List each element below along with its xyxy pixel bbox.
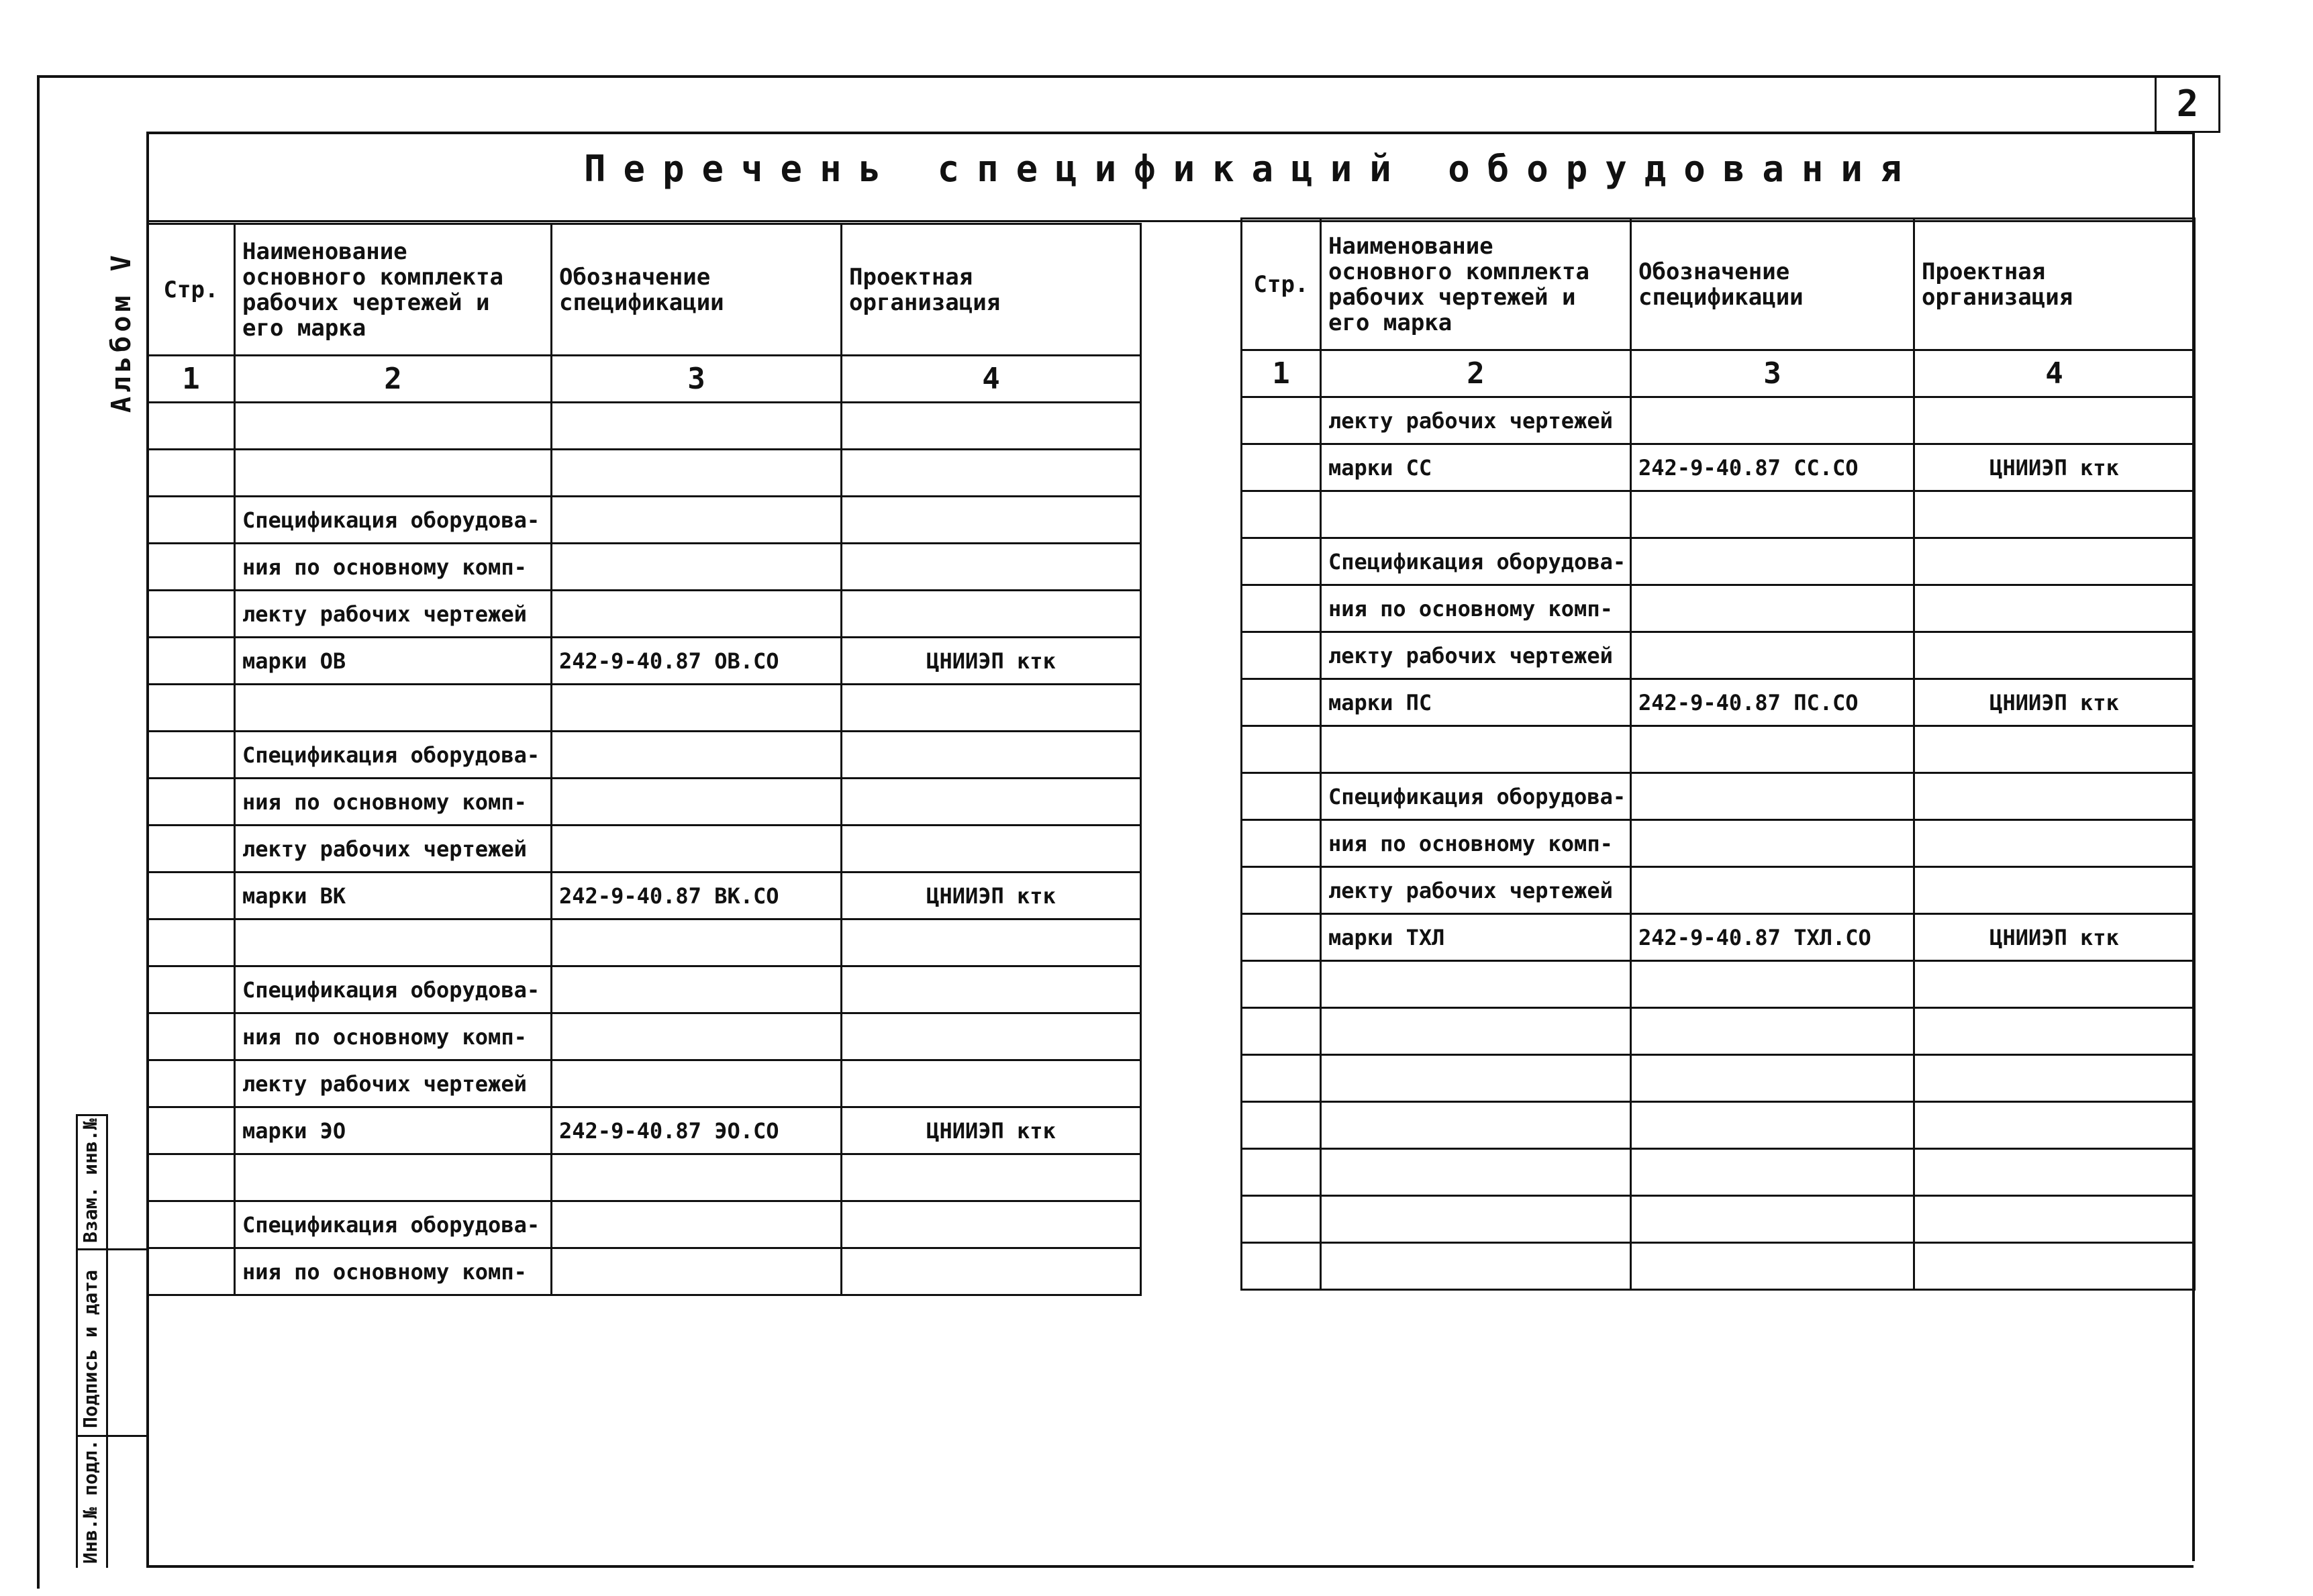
row-name-cell: марки ОВ (235, 638, 552, 685)
album-label: Альбом V (106, 251, 137, 413)
row-designation-cell (552, 1154, 842, 1201)
row-page-cell (1242, 914, 1321, 961)
table-row (1242, 867, 2195, 914)
row-name-cell (1321, 1008, 1631, 1055)
row-organization-cell (842, 1060, 1141, 1107)
row-designation-cell: 242-9-40.87 ПС.СО (1631, 679, 1914, 726)
row-name-cell: лекту рабочих чертежей (1321, 397, 1631, 444)
table-row (1242, 1196, 2195, 1243)
row-designation-cell (552, 685, 842, 732)
stamp-line-right (106, 1114, 108, 1568)
inner-frame-top (146, 132, 2194, 134)
row-organization-cell: ЦНИИЭП ктк (1914, 914, 2195, 961)
row-page-cell (148, 872, 235, 919)
row-name-cell: лекту рабочих чертежей (1321, 632, 1631, 679)
row-name-cell: лекту рабочих чертежей (235, 591, 552, 638)
row-name-cell: Спецификация оборудова- (1321, 773, 1631, 820)
header-row (1242, 219, 2195, 350)
row-name-cell: лекту рабочих чертежей (235, 1060, 552, 1107)
row-page-cell (1242, 538, 1321, 585)
row-designation-cell (1631, 867, 1914, 914)
header-organization: Проектная организация (1914, 219, 2195, 350)
row-page-cell (148, 732, 235, 779)
table-row (1242, 491, 2195, 538)
table-row (148, 1013, 1141, 1060)
header-row (148, 224, 1141, 356)
stamp-sep-1 (76, 1248, 148, 1250)
row-designation-cell (1631, 1055, 1914, 1102)
row-organization-cell (1914, 820, 2195, 867)
header-designation: Обозначение спецификации (552, 224, 842, 356)
row-designation-cell (552, 1060, 842, 1107)
row-organization-cell (1914, 961, 2195, 1008)
row-page-cell (1242, 1243, 1321, 1290)
header-page: Стр. (148, 224, 235, 356)
row-organization-cell (842, 403, 1141, 450)
row-name-cell (1321, 1149, 1631, 1196)
row-page-cell (148, 685, 235, 732)
column-number: 4 (842, 356, 1141, 403)
row-name-cell (235, 403, 552, 450)
column-number: 1 (148, 356, 235, 403)
table-row (148, 685, 1141, 732)
row-designation-cell (1631, 1102, 1914, 1149)
table-row (148, 544, 1141, 591)
row-name-cell: лекту рабочих чертежей (235, 826, 552, 872)
table-row (148, 966, 1141, 1013)
row-designation-cell: 242-9-40.87 ТХЛ.СО (1631, 914, 1914, 961)
row-name-cell: ния по основному комп- (235, 779, 552, 826)
row-name-cell: марки ЭО (235, 1107, 552, 1154)
table-row (148, 497, 1141, 544)
row-designation-cell: 242-9-40.87 ВК.СО (552, 872, 842, 919)
row-designation-cell (1631, 397, 1914, 444)
row-page-cell (148, 1154, 235, 1201)
table-row (1242, 538, 2195, 585)
row-page-cell (1242, 585, 1321, 632)
row-page-cell (148, 591, 235, 638)
column-number-row (148, 356, 1141, 403)
table-row (1242, 632, 2195, 679)
row-designation-cell (1631, 632, 1914, 679)
row-page-cell (148, 1107, 235, 1154)
row-organization-cell (842, 1201, 1141, 1248)
table-row (148, 732, 1141, 779)
table-row (148, 779, 1141, 826)
row-page-cell (1242, 444, 1321, 491)
table-row (1242, 444, 2195, 491)
row-designation-cell (1631, 1149, 1914, 1196)
row-organization-cell: ЦНИИЭП ктк (842, 638, 1141, 685)
row-organization-cell (1914, 1055, 2195, 1102)
row-page-cell (1242, 491, 1321, 538)
table-row (1242, 914, 2195, 961)
table-row (1242, 961, 2195, 1008)
row-designation-cell (552, 779, 842, 826)
table-row (148, 450, 1141, 497)
row-organization-cell (842, 826, 1141, 872)
row-designation-cell: 242-9-40.87 ОВ.СО (552, 638, 842, 685)
row-page-cell (1242, 1008, 1321, 1055)
row-organization-cell: ЦНИИЭП ктк (842, 872, 1141, 919)
row-name-cell (235, 450, 552, 497)
row-page-cell (1242, 867, 1321, 914)
column-number: 3 (552, 356, 842, 403)
table-row (1242, 1055, 2195, 1102)
row-page-cell (1242, 726, 1321, 773)
table-row (1242, 585, 2195, 632)
row-designation-cell (1631, 585, 1914, 632)
row-name-cell (235, 685, 552, 732)
row-name-cell (235, 919, 552, 966)
table-row (1242, 726, 2195, 773)
row-page-cell (148, 826, 235, 872)
stamp-label-inv: Инв.№ подл. (79, 1439, 101, 1564)
table-row (1242, 1102, 2195, 1149)
row-page-cell (148, 966, 235, 1013)
row-name-cell: марки ВК (235, 872, 552, 919)
row-organization-cell (842, 779, 1141, 826)
table-row (148, 403, 1141, 450)
table-row (148, 1248, 1141, 1295)
row-name-cell (235, 1154, 552, 1201)
table-row (148, 1201, 1141, 1248)
row-page-cell (148, 779, 235, 826)
row-name-cell (1321, 491, 1631, 538)
column-number: 1 (1242, 350, 1321, 397)
row-designation-cell (1631, 773, 1914, 820)
header-designation: Обозначение спецификации (1631, 219, 1914, 350)
table-row (148, 919, 1141, 966)
row-organization-cell (1914, 1102, 2195, 1149)
row-designation-cell (552, 826, 842, 872)
table-row (1242, 820, 2195, 867)
row-name-cell: ния по основному комп- (235, 1248, 552, 1295)
row-name-cell: марки ПС (1321, 679, 1631, 726)
row-organization-cell (842, 732, 1141, 779)
row-name-cell: ния по основному комп- (235, 544, 552, 591)
stamp-line-left (76, 1114, 78, 1568)
row-page-cell (148, 919, 235, 966)
row-page-cell (148, 1201, 235, 1248)
row-designation-cell (552, 966, 842, 1013)
stamp-label-replace: Взам. инв.№ (79, 1118, 101, 1243)
row-designation-cell (1631, 820, 1914, 867)
table-row (148, 591, 1141, 638)
header-organization: Проектная организация (842, 224, 1141, 356)
row-designation-cell (552, 1248, 842, 1295)
row-organization-cell (1914, 397, 2195, 444)
row-page-cell (1242, 820, 1321, 867)
stamp-label-sign: Подпись и дата (79, 1269, 101, 1428)
column-number: 2 (1321, 350, 1631, 397)
row-name-cell: Спецификация оборудова- (1321, 538, 1631, 585)
column-number: 3 (1631, 350, 1914, 397)
row-organization-cell (1914, 1196, 2195, 1243)
row-name-cell: ния по основному комп- (1321, 820, 1631, 867)
row-organization-cell (842, 919, 1141, 966)
row-designation-cell (552, 919, 842, 966)
row-organization-cell (1914, 1008, 2195, 1055)
row-organization-cell (842, 1248, 1141, 1295)
row-page-cell (148, 1248, 235, 1295)
row-designation-cell (1631, 1008, 1914, 1055)
row-name-cell: Спецификация оборудова- (235, 497, 552, 544)
row-page-cell (1242, 1149, 1321, 1196)
row-designation-cell (1631, 1196, 1914, 1243)
row-page-cell (1242, 1196, 1321, 1243)
row-name-cell (1321, 1196, 1631, 1243)
table-row (1242, 1008, 2195, 1055)
table-row (148, 872, 1141, 919)
row-organization-cell (1914, 1149, 2195, 1196)
row-organization-cell: ЦНИИЭП ктк (1914, 444, 2195, 491)
header-page: Стр. (1242, 219, 1321, 350)
row-designation-cell (1631, 961, 1914, 1008)
row-designation-cell (552, 450, 842, 497)
page-number: 2 (2155, 75, 2220, 133)
row-designation-cell (552, 497, 842, 544)
row-designation-cell (552, 403, 842, 450)
right-spec-table (1240, 217, 2196, 1291)
row-organization-cell (842, 450, 1141, 497)
row-page-cell (1242, 679, 1321, 726)
row-organization-cell (1914, 1243, 2195, 1290)
row-organization-cell (842, 1154, 1141, 1201)
row-designation-cell (552, 591, 842, 638)
table-row (1242, 679, 2195, 726)
column-number: 4 (1914, 350, 2195, 397)
row-designation-cell (552, 732, 842, 779)
row-organization-cell (1914, 491, 2195, 538)
row-organization-cell (842, 1013, 1141, 1060)
row-organization-cell (1914, 632, 2195, 679)
row-organization-cell (1914, 585, 2195, 632)
row-organization-cell (1914, 867, 2195, 914)
row-page-cell (1242, 632, 1321, 679)
row-organization-cell (842, 544, 1141, 591)
row-page-cell (1242, 1102, 1321, 1149)
table-row (1242, 773, 2195, 820)
inner-frame-bottom (146, 1565, 2194, 1568)
stamp-line-top (76, 1114, 108, 1116)
row-designation-cell: 242-9-40.87 СС.СО (1631, 444, 1914, 491)
row-page-cell (148, 497, 235, 544)
row-organization-cell (1914, 773, 2195, 820)
row-name-cell (1321, 726, 1631, 773)
row-name-cell: Спецификация оборудова- (235, 732, 552, 779)
row-designation-cell (552, 544, 842, 591)
row-page-cell (148, 1013, 235, 1060)
table-row (1242, 1243, 2195, 1290)
row-designation-cell (1631, 491, 1914, 538)
row-organization-cell (1914, 538, 2195, 585)
row-page-cell (1242, 397, 1321, 444)
left-spec-table (146, 223, 1142, 1296)
row-organization-cell (842, 685, 1141, 732)
row-name-cell: лекту рабочих чертежей (1321, 867, 1631, 914)
row-designation-cell (552, 1013, 842, 1060)
row-page-cell (148, 1060, 235, 1107)
row-page-cell (1242, 961, 1321, 1008)
row-name-cell (1321, 1243, 1631, 1290)
frame-left (37, 75, 40, 1589)
table-row (148, 638, 1141, 685)
table-row (148, 826, 1141, 872)
row-page-cell (1242, 773, 1321, 820)
row-page-cell (1242, 1055, 1321, 1102)
header-name: Наименование основного комплекта рабочих чертежей и его марка (1321, 219, 1631, 350)
row-name-cell: Спецификация оборудова- (235, 1201, 552, 1248)
table-row (148, 1107, 1141, 1154)
header-name: Наименование основного комплекта рабочих чертежей и его марка (235, 224, 552, 356)
row-designation-cell (1631, 1243, 1914, 1290)
stamp-sep-2 (76, 1435, 148, 1437)
row-organization-cell: ЦНИИЭП ктк (842, 1107, 1141, 1154)
row-organization-cell (842, 966, 1141, 1013)
row-organization-cell (1914, 726, 2195, 773)
row-page-cell (148, 450, 235, 497)
column-number-row (1242, 350, 2195, 397)
row-name-cell (1321, 1055, 1631, 1102)
page-title: Перечень спецификаций оборудования (584, 148, 1920, 190)
row-name-cell: ния по основному комп- (1321, 585, 1631, 632)
row-name-cell: марки ТХЛ (1321, 914, 1631, 961)
row-page-cell (148, 544, 235, 591)
row-organization-cell: ЦНИИЭП ктк (1914, 679, 2195, 726)
row-designation-cell: 242-9-40.87 ЭО.СО (552, 1107, 842, 1154)
table-row (1242, 397, 2195, 444)
frame-top (37, 75, 2218, 78)
row-name-cell: Спецификация оборудова- (235, 966, 552, 1013)
row-page-cell (148, 403, 235, 450)
row-name-cell (1321, 1102, 1631, 1149)
table-row (148, 1154, 1141, 1201)
row-name-cell (1321, 961, 1631, 1008)
column-number: 2 (235, 356, 552, 403)
row-designation-cell (552, 1201, 842, 1248)
row-organization-cell (842, 497, 1141, 544)
row-organization-cell (842, 591, 1141, 638)
row-designation-cell (1631, 726, 1914, 773)
row-name-cell: ния по основному комп- (235, 1013, 552, 1060)
row-name-cell: марки СС (1321, 444, 1631, 491)
row-page-cell (148, 638, 235, 685)
table-row (1242, 1149, 2195, 1196)
row-designation-cell (1631, 538, 1914, 585)
table-row (148, 1060, 1141, 1107)
